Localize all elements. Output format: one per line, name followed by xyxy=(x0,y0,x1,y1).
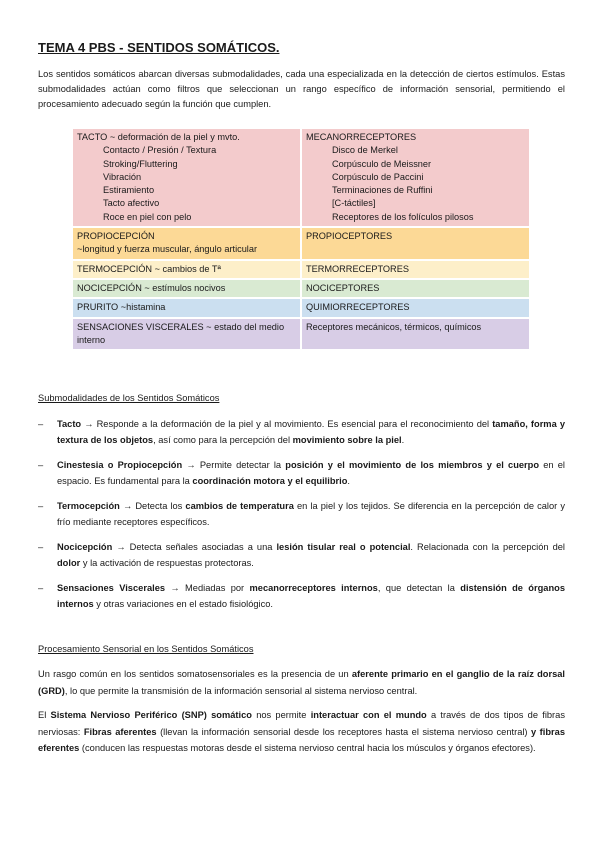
table-row xyxy=(73,299,529,316)
dash-bullet-icon: – xyxy=(38,460,44,470)
bold-text: interactuar con el mundo xyxy=(310,710,427,720)
dash-bullet-icon: – xyxy=(38,542,44,552)
text-run: , que detectan la xyxy=(377,583,461,593)
list-item: Stroking/Fluttering xyxy=(103,158,178,169)
table-row xyxy=(73,129,529,226)
table-cell-mecanorreceptores xyxy=(302,129,529,226)
bold-text: cambios de temperatura xyxy=(185,501,294,511)
bold-text: posición y el movimiento de los miembros y el cuerpo xyxy=(285,460,540,470)
section-heading-submodalities: Submodalidades de los Sentidos Somáticos xyxy=(38,393,220,403)
table-cell: QUIMIORRECEPTORES xyxy=(302,299,529,316)
section-heading-processing: Procesamiento Sensorial en los Sentidos Somáticos xyxy=(38,644,254,654)
bold-text: Sensaciones Viscerales xyxy=(57,583,166,593)
cell-heading: TACTO ~ deformación de la piel y mvto. xyxy=(77,132,240,142)
text-run: , lo que permite la transmisión de la información sensorial al sistema nervioso central. xyxy=(64,685,418,696)
list-item xyxy=(38,457,565,489)
cell-heading: MECANORRECEPTORES xyxy=(306,132,417,142)
bold-text: Sistema Nervioso Periférico (SNP) somático xyxy=(50,710,252,720)
table-row xyxy=(73,261,529,278)
text-run: → Responde a la deformación de la piel y al movimiento. Es esencial para el reconocimiento del xyxy=(81,419,493,429)
list-item xyxy=(38,498,565,530)
bold-text: Tacto xyxy=(57,419,82,429)
list-item xyxy=(38,539,565,571)
text-run: (llevan la información sensorial desde los receptores hasta el sistema nervioso central) xyxy=(156,726,532,737)
text-run: El xyxy=(38,710,51,720)
text-run: y otras variaciones en el estado fisiológico. xyxy=(93,599,274,609)
list-item: Terminaciones de Ruffini xyxy=(332,185,433,196)
bold-text: aferente primario en el ganglio de la raíz dorsal (GRD) xyxy=(38,669,565,696)
dash-bullet-icon: – xyxy=(38,419,44,429)
text-run: (conducen las respuestas motoras desde el sistema nervioso central hacia los músculos y órganos efectores). xyxy=(79,743,536,753)
text-run: nos permite xyxy=(251,710,311,720)
text-run: a través de dos tipos de fibras nerviosas: xyxy=(38,710,565,737)
cell-text: PROPIOCEPCIÓN xyxy=(77,231,155,242)
table-cell: Receptores mecánicos, térmicos, químicos xyxy=(302,319,529,350)
list-item: Roce en piel con pelo xyxy=(103,211,192,222)
table-cell: SENSACIONES VISCERALES ~ estado del medio interno xyxy=(73,319,300,350)
text-run: → Detecta los xyxy=(119,501,186,511)
cell-text: ~longitud y fuerza muscular, ángulo articular xyxy=(77,244,258,255)
bold-text: y fibras eferentes xyxy=(38,726,565,753)
bold-text: Nocicepción xyxy=(57,542,113,552)
list-item: Corpúsculo de Meissner xyxy=(332,158,432,169)
text-run: , así como para la percepción del xyxy=(153,435,293,445)
bold-text: Termocepción xyxy=(57,501,120,511)
bold-text: tamaño, forma y textura de los objetos xyxy=(57,419,566,445)
table-cell: TERMOCEPCIÓN ~ cambios de Tª xyxy=(73,261,300,278)
bold-text: mecanorreceptores internos xyxy=(249,583,378,593)
bold-text: coordinación motora y el equilibrio xyxy=(192,476,348,486)
table-cell: NOCICEPTORES xyxy=(302,280,529,297)
text-run: en el espacio. Es fundamental para la xyxy=(57,460,566,486)
bold-text: dolor xyxy=(57,558,81,568)
table-cell-tacto xyxy=(73,129,300,226)
text-run: en la piel y los tejidos. Se diferencia en la percepción de calor y frío mediante receptores específicos. xyxy=(57,501,565,527)
table-row xyxy=(73,228,529,259)
text-run: → Permite detectar la xyxy=(182,460,286,470)
list-item xyxy=(38,580,565,612)
text-run: → Mediadas por xyxy=(165,583,250,593)
bold-text: Fibras aferentes xyxy=(83,726,157,737)
table-row xyxy=(73,319,529,350)
list-item: Tacto afectivo xyxy=(103,198,160,209)
document-page xyxy=(38,40,566,753)
dash-bullet-icon: – xyxy=(38,583,44,593)
table-cell: PRURITO ~histamina xyxy=(73,299,300,316)
dash-bullet-icon: – xyxy=(38,501,44,511)
list-item: Contacto / Presión / Textura xyxy=(103,145,217,156)
bold-text: distensión de órganos internos xyxy=(57,583,565,609)
list-item: Vibración xyxy=(103,171,142,182)
table-cell: PROPIOCEPTORES xyxy=(302,228,529,259)
list-item: Corpúsculo de Paccini xyxy=(332,171,424,182)
list-item xyxy=(38,416,565,448)
bold-text: lesión tisular real o potencial xyxy=(276,542,411,552)
list-item: Disco de Merkel xyxy=(332,145,398,156)
text-run: . Relacionada con la percepción del xyxy=(410,542,565,552)
text-run: Un rasgo común en los sentidos somatosensoriales es la presencia de un xyxy=(38,669,352,679)
somatic-senses-table xyxy=(71,127,531,351)
text-run: . xyxy=(347,476,350,486)
submodalities-list xyxy=(38,416,565,621)
list-item: [C-táctiles] xyxy=(332,198,376,209)
processing-paragraph-1 xyxy=(38,666,565,699)
text-run: → Detecta señales asociadas a una xyxy=(112,542,277,552)
page-title: TEMA 4 PBS - SENTIDOS SOMÁTICOS. xyxy=(38,40,280,55)
list-item: Receptores de los folículos pilosos xyxy=(332,211,474,222)
bold-text: movimiento sobre la piel xyxy=(292,435,402,445)
table-cell: NOCICEPCIÓN ~ estímulos nocivos xyxy=(73,280,300,297)
table-row xyxy=(73,280,529,297)
table-cell xyxy=(73,228,300,259)
intro-paragraph: Los sentidos somáticos abarcan diversas submodalidades, cada una especializada en la detección de ciertos estímulos. Estas submodalidades actúan como filtros que seleccionan un rango específico de información sensorial, permitiendo el procesamiento adecuado según la función que cumplen. xyxy=(38,69,565,109)
table-cell: TERMORRECEPTORES xyxy=(302,261,529,278)
bold-text: Cinestesia o Propiocepción xyxy=(57,460,183,470)
list-item: Estiramiento xyxy=(103,185,155,196)
text-run: . xyxy=(401,435,405,445)
text-run: y la activación de respuestas protectoras. xyxy=(80,558,254,568)
processing-paragraph-2 xyxy=(38,707,565,757)
